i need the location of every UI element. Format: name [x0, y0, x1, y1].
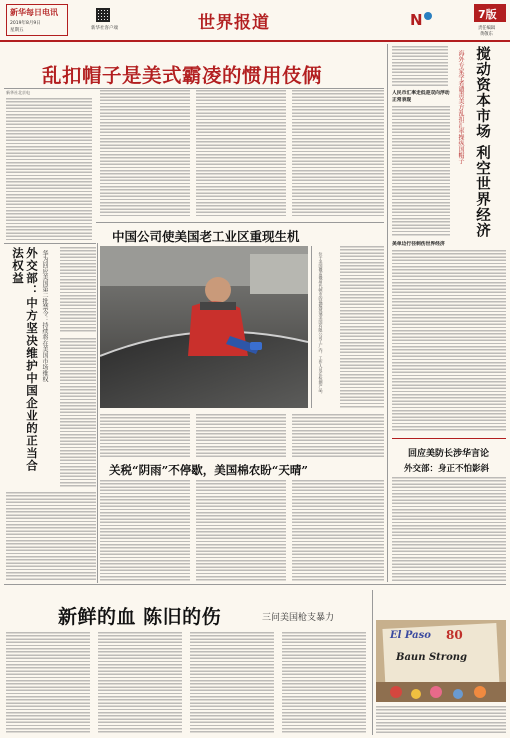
paper-name: 新华每日电讯	[10, 7, 58, 17]
right-text-b	[392, 250, 506, 432]
headline-rule	[4, 88, 384, 89]
feature-caption-divider	[311, 246, 312, 408]
box-subhead: 外交部：身正不怕影斜	[404, 464, 490, 474]
main-article-col1	[6, 98, 92, 240]
feature-text-col1	[100, 414, 190, 458]
sign-text-line1: El Paso	[390, 630, 431, 641]
main-article-rule	[96, 222, 384, 223]
bottom-photo-divider	[372, 590, 373, 735]
main-article-col4	[292, 90, 384, 218]
right-headline: 搅动资本市场 利空世界经济	[474, 46, 491, 239]
masthead-rule	[0, 40, 510, 42]
bottom-subhead: 三问美国枪支暴力	[262, 613, 335, 623]
page-number: 7版	[478, 8, 497, 21]
main-article-col3	[196, 90, 286, 218]
masthead	[0, 0, 510, 42]
vertical-headline: 外交部：中方坚决维护中国企业的正当合法权益	[11, 247, 39, 472]
tariff-text-col2	[196, 480, 286, 582]
issue-weekday: 星期五	[10, 28, 24, 33]
box-text	[392, 477, 506, 581]
bottom-headline: 新鲜的血 陈旧的伤	[58, 606, 222, 628]
issue-date: 2019年8月9日	[10, 21, 41, 26]
right-text-a	[392, 106, 450, 236]
app-label: 新华社客户端	[91, 26, 118, 31]
tariff-headline: 关税“阴雨”不停歇，美国棉农盼“天晴”	[109, 463, 308, 477]
section-title: 世界报道	[198, 13, 270, 33]
news-logo-svg	[410, 10, 436, 28]
bottom-photo	[376, 620, 506, 702]
right-subhead: 海外专家学者谴责美方乱扣汇率操纵国帽子	[457, 50, 464, 164]
feature-headline: 中国公司使美国老工业区重现生机	[112, 229, 300, 244]
feature-photo-svg	[100, 246, 308, 408]
right-column-divider	[387, 44, 388, 582]
left-column-text-c	[6, 492, 96, 580]
right-sub2: 美单边行径刺伤世界经济	[392, 242, 445, 247]
bottom-text-col4	[282, 632, 366, 734]
main-headline: 乱扣帽子是美式霸凌的惯用伎俩	[42, 64, 323, 87]
feature-text-col3	[292, 414, 384, 458]
news-logo-icon	[410, 10, 436, 28]
page-number-box	[474, 4, 506, 22]
qr-code-icon	[96, 8, 110, 22]
right-sub1: 人民币汇率走低是双向浮动正常表现	[392, 91, 450, 103]
left-column-text-b	[60, 338, 96, 488]
tariff-text-col3	[292, 480, 384, 582]
vertical-subhead: 华为回应美国第二批禁令：持续将在美国市场维权	[41, 250, 48, 382]
article-source: 新华社北京电	[6, 90, 30, 95]
sign-text-line2: 80	[446, 628, 463, 642]
bottom-section-rule	[4, 584, 506, 585]
feature-side-text	[340, 246, 384, 408]
bottom-text-col1	[6, 632, 90, 734]
svg-text:N: N	[410, 11, 423, 28]
editor-line2: 黄敬东	[480, 32, 493, 37]
editor-line1: 责任编辑	[478, 26, 496, 31]
right-text-top	[392, 46, 448, 86]
feature-photo-caption: 位于美国俄亥俄州代顿市的福耀玻璃美国有限公司工厂内，工作人员在检测产品。	[318, 252, 324, 396]
feature-photo	[100, 246, 308, 408]
bottom-photo-caption	[376, 706, 506, 734]
sign-text-line3: Baun Strong	[396, 652, 467, 663]
feature-text-col2	[196, 414, 286, 458]
left-column-divider	[97, 243, 98, 583]
left-column-text-a	[60, 247, 96, 332]
left-column-top-rule	[4, 243, 96, 244]
tariff-text-col1	[100, 480, 190, 582]
box-rule	[392, 438, 506, 439]
paper-name-box	[6, 4, 68, 36]
box-headline: 回应美防长涉华言论	[408, 449, 490, 459]
main-article-col2	[100, 90, 190, 218]
bottom-text-col3	[190, 632, 274, 734]
bottom-text-col2	[98, 632, 182, 734]
